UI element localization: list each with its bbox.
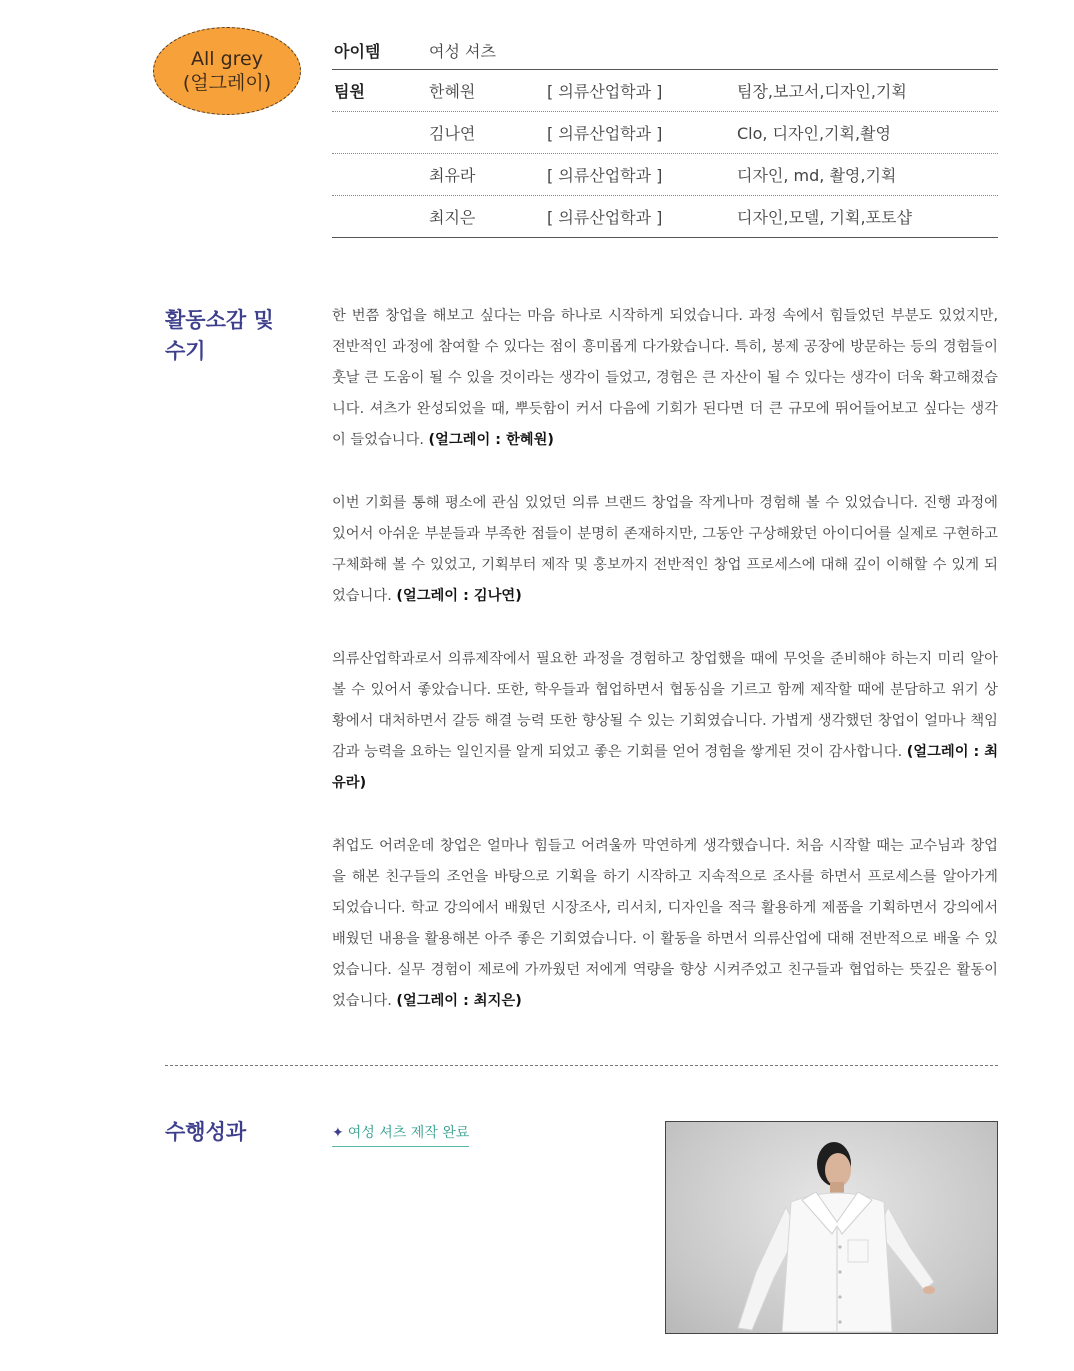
- member-row: [332, 112, 998, 154]
- review-paragraph: [332, 644, 998, 799]
- product-photo: [665, 1121, 998, 1334]
- review-text: 한 번쯤 창업을 해보고 싶다는 마음 하나로 시작하게 되었습니다. 과정 속에서 힘들었던 부분도 있었지만, 전반적인 과정에 참여할 수 있다는 점이 흥미롭게 다가왔습니다. 특히, 봉제 공장에 방문하는 등의 경험들이 훗날 큰 도움이 될 수 있을 것이라는 생각이 들었고, 경험은 큰 자산이 될 수 있다는 생각이 더욱 확고해졌습니다. 셔츠가 완성되었을 때, 뿌듯함이 커서 다음에 기회가 된다면 더 큰 규모에 뛰어들어보고 싶다는 생각이 들었습니다.: [332, 308, 998, 448]
- review-author: (얼그레이 : 최유라): [332, 744, 999, 791]
- review-author: (얼그레이 : 한혜원): [428, 432, 554, 448]
- item-label: 아이템: [334, 42, 381, 61]
- reviews-title-line2: 수기: [165, 339, 206, 363]
- team-label: 팀원: [334, 82, 365, 101]
- review-paragraph: [332, 301, 998, 456]
- reviews-section-title: [165, 305, 274, 367]
- result-item-label: 여성 셔츠 제작 완료: [347, 1125, 470, 1141]
- team-badge: [153, 27, 301, 115]
- member-name: 최지은: [429, 208, 476, 227]
- member-role: Clo, 디자인,기획,촬영: [737, 124, 891, 143]
- badge-name: All grey: [191, 48, 263, 70]
- review-text: 의류산업학과로서 의류제작에서 필요한 과정을 경험하고 창업했을 때에 무엇을 준비해야 하는지 미리 알아볼 수 있어서 좋았습니다. 또한, 학우들과 협업하면서 협동심을 기르고 함께 제작할 때에 분담하고 위기 상황에서 대처하면서 갈등 해결 능력 또한 향상될 수 있는 기회였습니다. 가볍게 생각했던 창업이 얼마나 책임감과 능력을 요하는 일인지를 알게 되었고 좋은 기회를 얻어 경험을 쌓게된 것이 감사합니다.: [332, 651, 998, 760]
- member-role: 디자인,모델, 기획,포토샵: [737, 208, 912, 227]
- member-dept: [ 의류산업학과 ]: [547, 82, 663, 101]
- sparkle-icon: ✦: [332, 1125, 344, 1141]
- member-dept: [ 의류산업학과 ]: [547, 124, 663, 143]
- member-name: 김나연: [429, 124, 476, 143]
- member-role: 팀장,보고서,디자인,기획: [737, 82, 907, 101]
- member-dept: [ 의류산업학과 ]: [547, 166, 663, 185]
- badge-korean-name: (얼그레이): [182, 72, 272, 94]
- member-name: 최유라: [429, 166, 476, 185]
- member-dept: [ 의류산업학과 ]: [547, 208, 663, 227]
- item-value: 여성 셔츠: [429, 42, 496, 61]
- reviews-title-line1: 활동소감 및: [165, 308, 274, 332]
- member-name: 한혜원: [429, 82, 476, 101]
- review-author: (얼그레이 : 최지은): [396, 993, 522, 1009]
- member-role: 디자인, md, 촬영,기획: [737, 166, 897, 185]
- review-paragraph: [332, 831, 998, 1017]
- member-row: [332, 154, 998, 196]
- review-paragraph: [332, 488, 998, 612]
- review-text: 취업도 어려운데 창업은 얼마나 힘들고 어려울까 막연하게 생각했습니다. 처음 시작할 때는 교수님과 창업을 해본 친구들의 조언을 바탕으로 기획을 하기 시작하고 지속적으로 조사를 하면서 프로세스를 알아가게 되었습니다. 학교 강의에서 배웠던 시장조사, 리서치, 디자인을 적극 활용하게 제품을 기획하면서 강의에서 배웠던 내용을 활용해본 아주 좋은 기회였습니다. 이 활동을 하면서 의류산업에 대해 전반적으로 배울 수 있었습니다. 실무 경험이 제로에 가까웠던 저에게 역량을 향상 시켜주었고 친구들과 협업하는 뜻깊은 활동이었습니다.: [332, 838, 998, 1009]
- result-item: [332, 1122, 469, 1147]
- member-row: [332, 196, 998, 238]
- results-section-title: 수행성과: [165, 1120, 247, 1144]
- review-author: (얼그레이 : 김나연): [396, 588, 522, 604]
- review-text: 이번 기회를 통해 평소에 관심 있었던 의류 브랜드 창업을 작게나마 경험해 볼 수 있었습니다. 진행 과정에 있어서 아쉬운 부분들과 부족한 점들이 분명히 존재하지만, 그동안 구상해왔던 아이디어를 실제로 구현하고 구체화해 볼 수 있었고, 기획부터 제작 및 홍보까지 전반적인 창업 프로세스에 대해 깊이 이해할 수 있게 되었습니다.: [332, 495, 998, 604]
- member-row: [332, 70, 998, 112]
- item-row: [332, 30, 998, 70]
- section-divider: [165, 1065, 998, 1066]
- team-info-table: [332, 30, 998, 238]
- reviews-list: [332, 301, 998, 1049]
- model-in-shirt-illustration: [666, 1122, 996, 1332]
